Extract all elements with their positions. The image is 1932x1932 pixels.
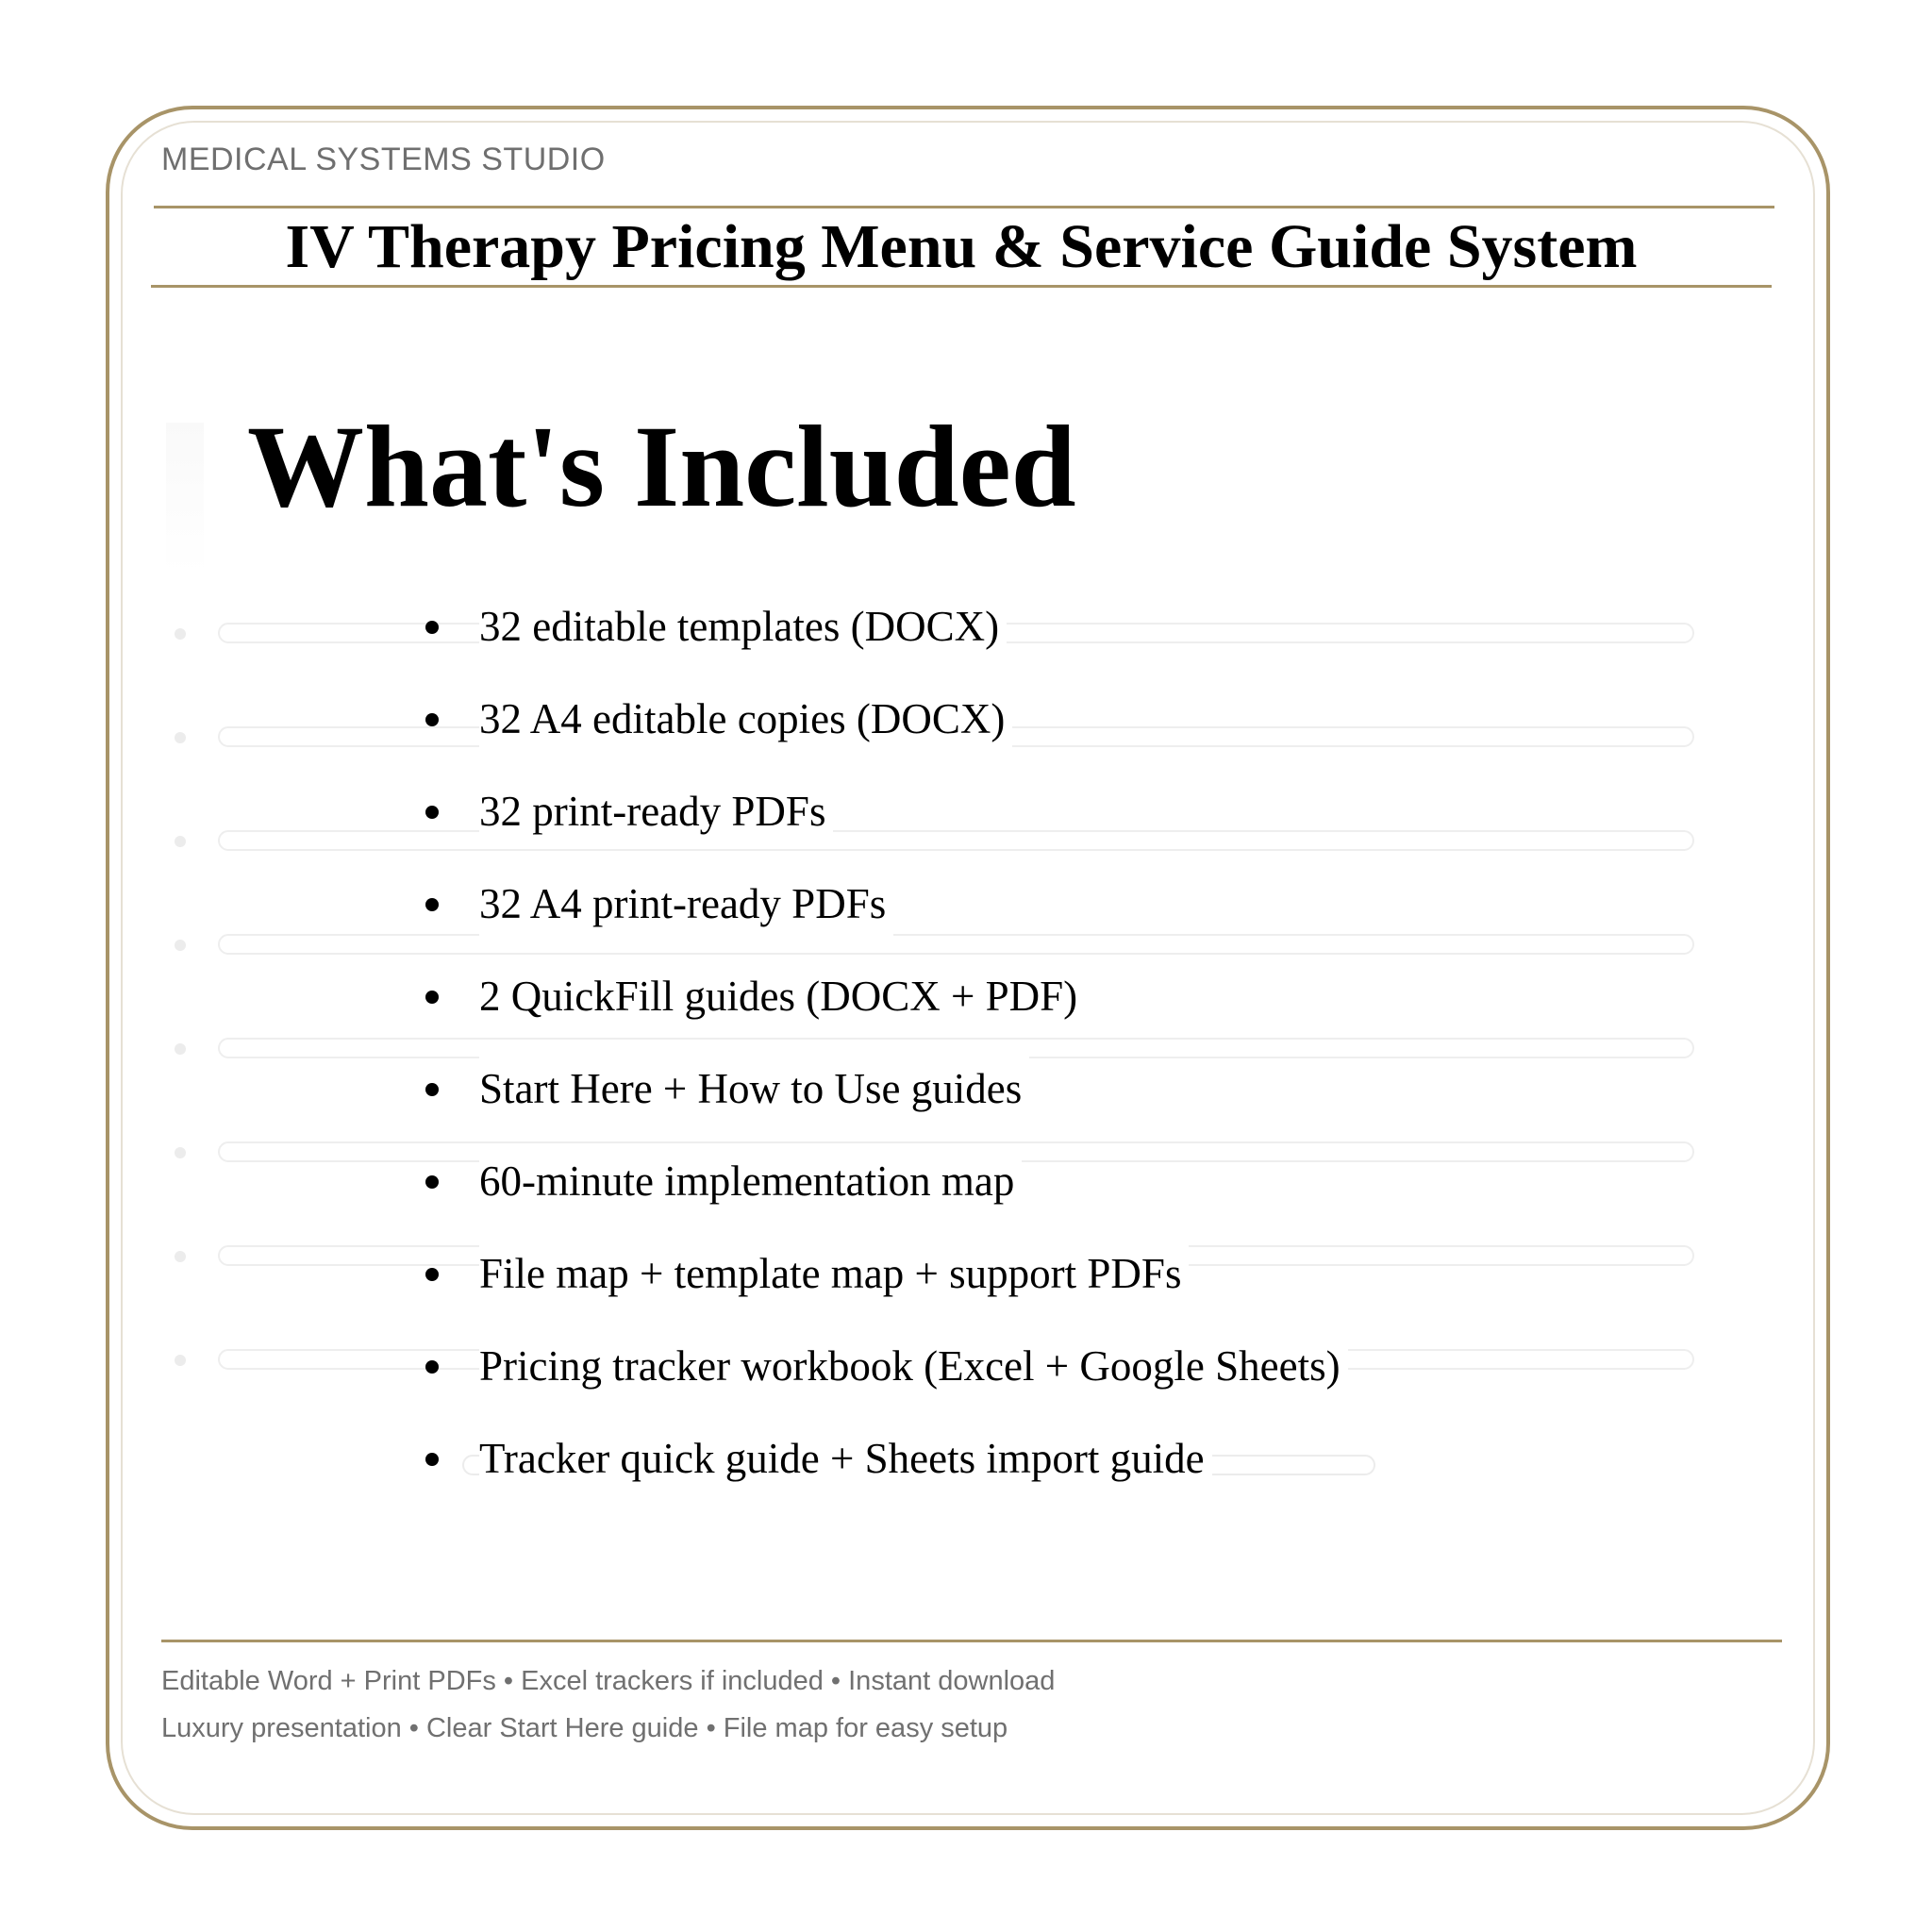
- bullet-icon: [425, 1360, 439, 1374]
- list-item-text: 32 print-ready PDFs: [479, 774, 833, 849]
- ghost-dot: [175, 940, 186, 951]
- list-item-text: Pricing tracker workbook (Excel + Google Sheets): [479, 1328, 1348, 1404]
- bullet-icon: [425, 621, 439, 634]
- bullet-icon: [425, 991, 439, 1004]
- list-item-text: 32 editable templates (DOCX): [479, 589, 1007, 664]
- list-item: [0, 585, 1415, 660]
- list-item: [0, 1047, 1415, 1123]
- list-item-text: 32 A4 print-ready PDFs: [479, 866, 893, 941]
- list-item: [0, 862, 1415, 938]
- footer-divider: [161, 1640, 1782, 1642]
- footer-tagline-2: Luxury presentation • Clear Start Here guide • File map for easy setup: [161, 1713, 1008, 1743]
- list-item-text: 32 A4 editable copies (DOCX): [479, 681, 1012, 757]
- bullet-icon: [425, 806, 439, 819]
- bullet-icon: [425, 1175, 439, 1189]
- ghost-block: [166, 423, 204, 574]
- list-item: [0, 677, 1415, 753]
- bullet-icon: [425, 1453, 439, 1466]
- header-divider-bottom: [151, 285, 1772, 288]
- bullet-icon: [425, 1268, 439, 1281]
- list-item: [0, 1140, 1415, 1215]
- bullet-icon: [425, 1083, 439, 1096]
- section-heading: What's Included: [247, 402, 1076, 531]
- document-title: IV Therapy Pricing Menu & Service Guide System: [285, 212, 1638, 281]
- bullet-icon: [425, 898, 439, 911]
- studio-name: MEDICAL SYSTEMS STUDIO: [161, 142, 606, 177]
- list-item: [0, 955, 1415, 1030]
- list-item-text: Tracker quick guide + Sheets import guide: [479, 1421, 1212, 1496]
- header-divider-top: [154, 206, 1774, 208]
- list-item-text: 60-minute implementation map: [479, 1143, 1022, 1219]
- footer-tagline-1: Editable Word + Print PDFs • Excel trackers if included • Instant download: [161, 1666, 1056, 1696]
- list-item: [0, 1324, 1415, 1400]
- list-item-text: 2 QuickFill guides (DOCX + PDF): [479, 958, 1085, 1034]
- list-item-text: Start Here + How to Use guides: [479, 1051, 1029, 1126]
- list-item: [0, 770, 1415, 845]
- list-item: [0, 1232, 1415, 1307]
- bullet-icon: [425, 713, 439, 726]
- list-item: [0, 1417, 1415, 1492]
- list-item-text: File map + template map + support PDFs: [479, 1236, 1189, 1311]
